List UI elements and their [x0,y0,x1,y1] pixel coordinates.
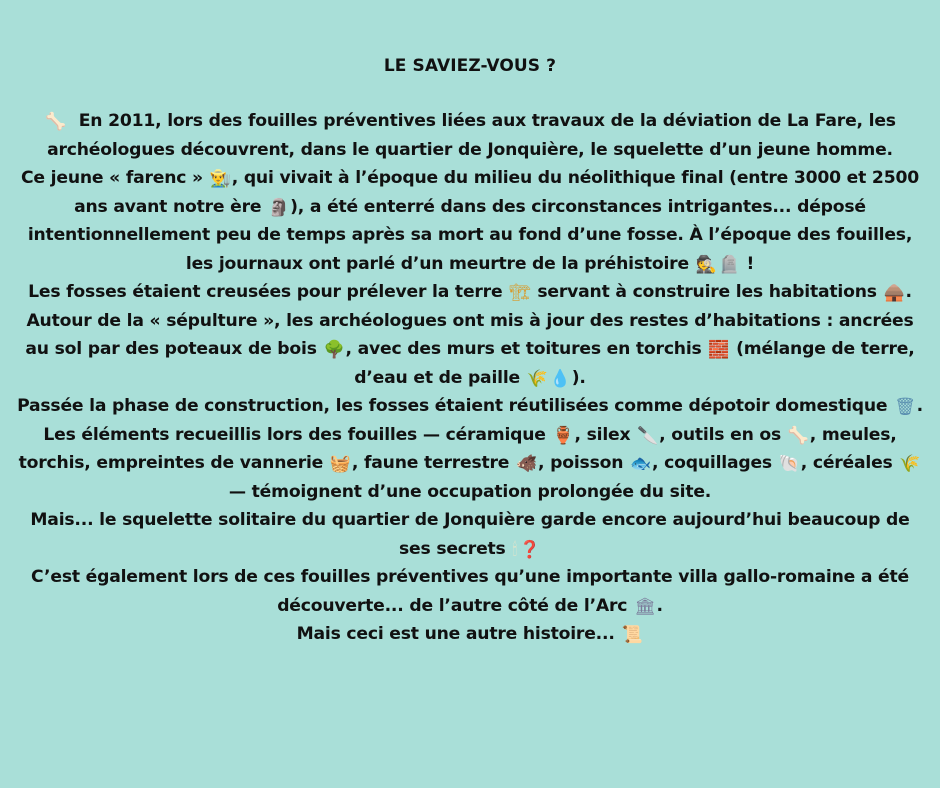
paragraph-text: , coquillages [652,453,772,473]
paragraph-habitations [14,307,926,393]
paragraph-farenc [14,164,926,278]
hut-icon: 🛖 [883,283,905,303]
paragraph-text: ! [746,253,755,274]
paragraph-text: . [905,282,912,302]
wheat-icon: 🌾 [526,368,548,389]
paragraph-text: , meules, torchis, empreintes de vannerie [18,424,897,473]
paragraph-text: ). [571,367,586,388]
scroll-icon: 📜 [621,625,643,645]
paragraph-text: Autour de la « sépulture », les archéologues ont mis à jour des restes d’habitations : ancrées au sol par des poteaux de bois [25,310,914,359]
wastebasket-icon: 🗑 [894,397,916,417]
paragraph-text: , poisson [538,453,624,473]
knife-icon: 🔪 [637,425,659,446]
basket-icon: 🧺 [329,454,351,474]
paragraph-depotoir [14,392,926,421]
bone-icon: 🦴 [45,112,67,132]
paragraph-text: Les éléments recueillis lors des fouilles — céramique [43,424,546,445]
paragraph-text: C’est également lors de ces fouilles préventives qu’une importante villa gallo-romaine a été découverte... de l’autre côté de l’Arc [31,567,909,616]
paragraph-text: , silex [574,424,631,445]
wheat-icon: 🌾 [899,454,921,474]
paragraph-text: — témoignent d’une occupation prolongée du site. [228,481,712,502]
paragraph-text: , outils en os [659,424,782,445]
post-body [14,107,926,649]
paragraph-text: . [916,396,923,416]
paragraph-villa [14,563,926,620]
candle-icon: 🕯 [512,539,518,560]
paragraph-discovery [14,107,926,164]
paragraph-text: , céréales [800,453,893,473]
paragraph-text: Mais... le squelette solitaire du quartier de Jonquière garde encore aujourd’hui beaucoup de ses secrets [30,510,910,559]
paragraph-text: En 2011, lors des fouilles préventives liées aux travaux de la déviation de La Fare, les archéologues découvrent, dans le quartier de Jonquière, le squelette d’un jeune homme. [47,111,896,160]
boar-icon: 🐗 [516,454,538,474]
moai-icon: 🗿 [268,197,290,218]
bone-icon: 🦴 [787,425,809,446]
post-title: LE SAVIEZ-VOUS ? [383,56,557,76]
fish-icon: 🐟 [630,454,652,474]
amphora-icon: 🏺 [552,425,574,446]
shell-icon: 🐚 [778,454,800,474]
paragraph-text: . [656,595,663,616]
paragraph-elements [14,421,926,507]
headstone-icon: 🪦 [718,254,740,275]
paragraph-text: (mélange de terre, d’eau et de paille [354,339,915,388]
paragraph-text: Mais ceci est une autre histoire... [296,624,615,644]
farmer-icon: 👨‍🌾 [209,169,231,189]
question-mark-icon: ❓ [519,539,540,560]
paragraph-text: , qui vivait à l’époque du milieu du néolithique final (entre 3000 et 2500 ans avant notre ère [74,168,919,217]
paragraph-text: servant à construire les habitations [537,282,877,302]
paragraph-text: Passée la phase de construction, les fosses étaient réutilisées comme dépotoir domestique [17,396,888,416]
paragraph-closing [14,620,926,649]
detective-icon: 🕵 [695,254,717,275]
paragraph-text: , faune terrestre [351,453,510,473]
classical-building-icon: 🏛 [634,596,656,617]
paragraph-secrets [14,506,926,563]
paragraph-text: Les fosses étaient creusées pour prélever la terre [28,282,503,302]
droplet-icon: 💧 [549,368,571,389]
construction-crane-icon: 🏗 [509,283,531,303]
paragraph-text: ), a été enterré dans des circonstances intrigantes... déposé intentionnellement peu de temps après sa mort au fond d’une fosse. À l’époque des fouilles, les journaux ont parlé d’un meurtre de la préhistoire [27,196,913,274]
brick-icon: 🧱 [708,340,730,360]
paragraph-fosses [14,278,926,307]
tree-icon: 🌳 [323,340,345,360]
paragraph-text: Ce jeune « farenc » [21,168,203,188]
paragraph-text: , avec des murs et toitures en torchis [345,339,702,359]
